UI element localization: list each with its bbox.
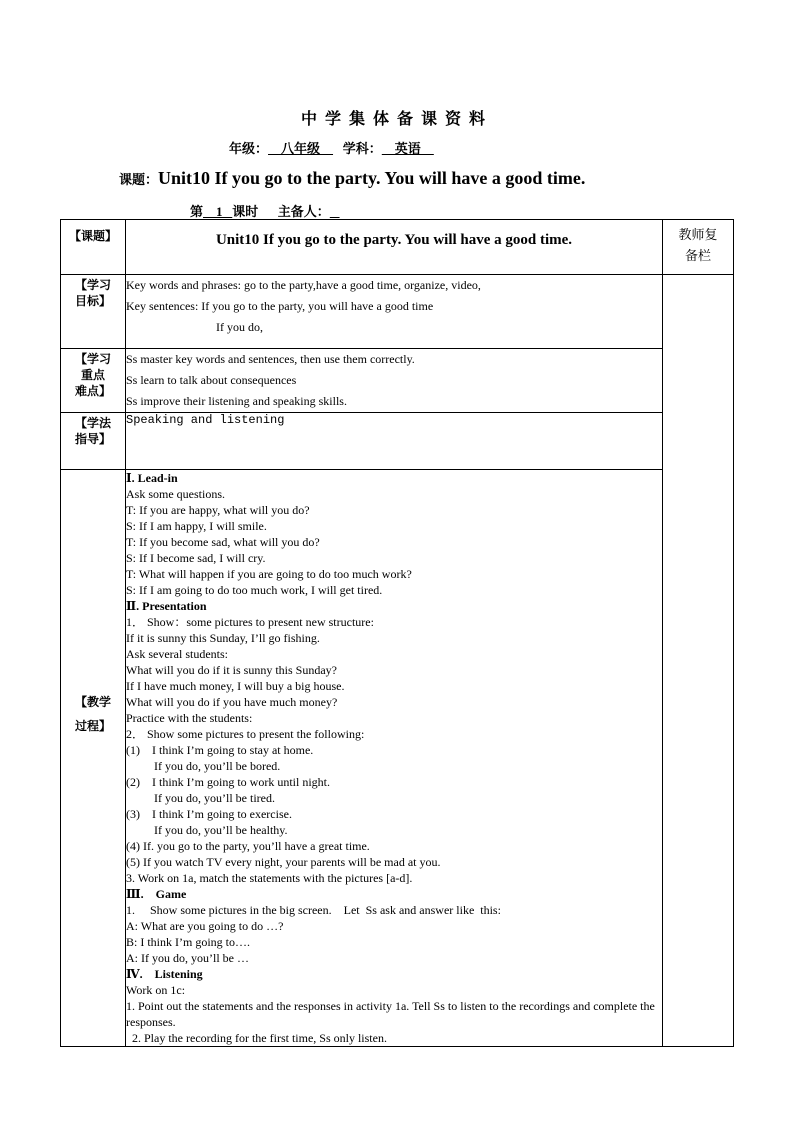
notes-label-line2: 备栏 [684, 248, 711, 263]
lesson-plan-table [60, 219, 734, 1047]
process-line: T: If you become sad, what will you do? [126, 535, 320, 549]
keypoint-line: Ss improve their listening and speaking skills. [126, 394, 347, 408]
section-heading: Ⅳ. Listening [126, 967, 203, 981]
preparer-label: 主备人： [277, 204, 330, 219]
notes-label-line1: 教师复 [678, 227, 718, 242]
period-line [190, 201, 340, 220]
process-line: S: If I am happy, I will smile. [126, 519, 267, 533]
process-line: 1. Point out the statements and the responses in activity 1a. Tell Ss to listen to the recordings and complete the responses. [126, 999, 655, 1029]
grade-label: 年级： [229, 141, 269, 156]
process-line: If it is sunny this Sunday, I’ll go fishing. [126, 631, 320, 645]
keypoints-label-line1: 【学习 [74, 352, 111, 366]
process-line: (1) I think I’m going to stay at home. [126, 743, 314, 757]
period-suffix: 课时 [232, 204, 259, 219]
keypoints-label-line2: 重点 [80, 368, 105, 382]
process-line: If you do, you’ll be bored. [154, 759, 281, 773]
method-label-line2: 指导】 [74, 432, 111, 446]
preparer-value [330, 204, 340, 219]
table-row-method [61, 413, 734, 470]
keypoints-label [61, 349, 126, 413]
topic-row-label: 【课题】 [61, 220, 126, 275]
process-line: Ask some questions. [126, 487, 225, 501]
table-row-process [61, 470, 734, 1047]
process-line: (5) If you watch TV every night, your parents will be mad at you. [126, 855, 441, 869]
method-label [61, 413, 126, 470]
topic-label: 课题： [119, 172, 159, 187]
grade-value: 八年级 [268, 141, 334, 156]
objectives-content [126, 275, 663, 349]
process-label-line2: 过程】 [74, 719, 111, 733]
table-row-topic [61, 220, 734, 275]
method-label-line1: 【学法 [74, 416, 111, 430]
method-content: Speaking and listening [126, 413, 663, 470]
keypoints-content [126, 349, 663, 413]
process-line: (4) If. you go to the party, you’ll have a great time. [126, 839, 370, 853]
process-line: S: If I am going to do too much work, I will get tired. [126, 583, 383, 597]
subject-value: 英语 [381, 141, 434, 156]
process-line: Practice with the students: [126, 711, 253, 725]
process-line: If you do, you’ll be healthy. [154, 823, 288, 837]
objective-line: Key words and phrases: go to the party,have a good time, organize, video, [126, 278, 481, 292]
objective-line: Key sentences: If you go to the party, you will have a good time [126, 299, 434, 313]
process-line: 3. Work on 1a, match the statements with the pictures [a-d]. [126, 871, 413, 885]
process-line: What will you do if it is sunny this Sunday? [126, 663, 337, 677]
section-heading: Ⅱ. Presentation [126, 599, 207, 613]
objectives-label-line2: 目标】 [74, 294, 111, 308]
lesson-topic-line [119, 168, 585, 189]
keypoint-line: Ss learn to talk about consequences [126, 373, 297, 387]
section-heading: Ⅲ. Game [126, 887, 187, 901]
teacher-notes-header [663, 220, 734, 275]
period-value: 1 [203, 204, 233, 219]
process-content [126, 470, 663, 1047]
process-line: If you do, you’ll be tired. [154, 791, 275, 805]
document-title: 中学集体备课资料 [300, 111, 493, 128]
process-line: Work on 1c: [126, 983, 186, 997]
topic-row-value: Unit10 If you go to the party. You will have a good time. [126, 220, 663, 275]
keypoint-line: Ss master key words and sentences, then use them correctly. [126, 352, 415, 366]
teacher-notes-column [663, 275, 734, 1047]
table-row-keypoints [61, 349, 734, 413]
topic-value: Unit10 If you go to the party. You will have a good time. [158, 168, 586, 188]
process-line: (3) I think I’m going to exercise. [126, 807, 292, 821]
process-line: A: If you do, you’ll be … [126, 951, 249, 965]
process-label [61, 470, 126, 1047]
process-line: If I have much money, I will buy a big house. [126, 679, 345, 693]
process-line: Ask several students: [126, 647, 228, 661]
process-line: A: What are you going to do …? [126, 919, 284, 933]
process-line: 1. Show some pictures in the big screen. Let Ss ask and answer like this: [126, 903, 501, 917]
subject-label: 学科： [342, 141, 382, 156]
process-line: T: What will happen if you are going to do too much work? [126, 567, 412, 581]
period-prefix: 第 [190, 204, 204, 219]
table-row-objectives [61, 275, 734, 349]
process-label-line1: 【教学 [74, 695, 111, 709]
process-line: (2) I think I’m going to work until night. [126, 775, 330, 789]
section-heading: Ⅰ. Lead-in [126, 471, 178, 485]
process-line: T: If you are happy, what will you do? [126, 503, 310, 517]
process-line: 1． Show：some pictures to present new structure: [126, 615, 374, 629]
process-line: 2. Play the recording for the first time, Ss only listen. [126, 1031, 387, 1045]
grade-subject-line [229, 138, 434, 157]
process-line: S: If I become sad, I will cry. [126, 551, 266, 565]
process-line: 2． Show some pictures to present the following: [126, 727, 365, 741]
process-line: B: I think I’m going to…. [126, 935, 250, 949]
objectives-label [61, 275, 126, 349]
objective-line: If you do, [216, 320, 263, 334]
process-line: What will you do if you have much money? [126, 695, 338, 709]
objectives-label-line1: 【学习 [74, 278, 111, 292]
keypoints-label-line3: 难点】 [74, 384, 111, 398]
